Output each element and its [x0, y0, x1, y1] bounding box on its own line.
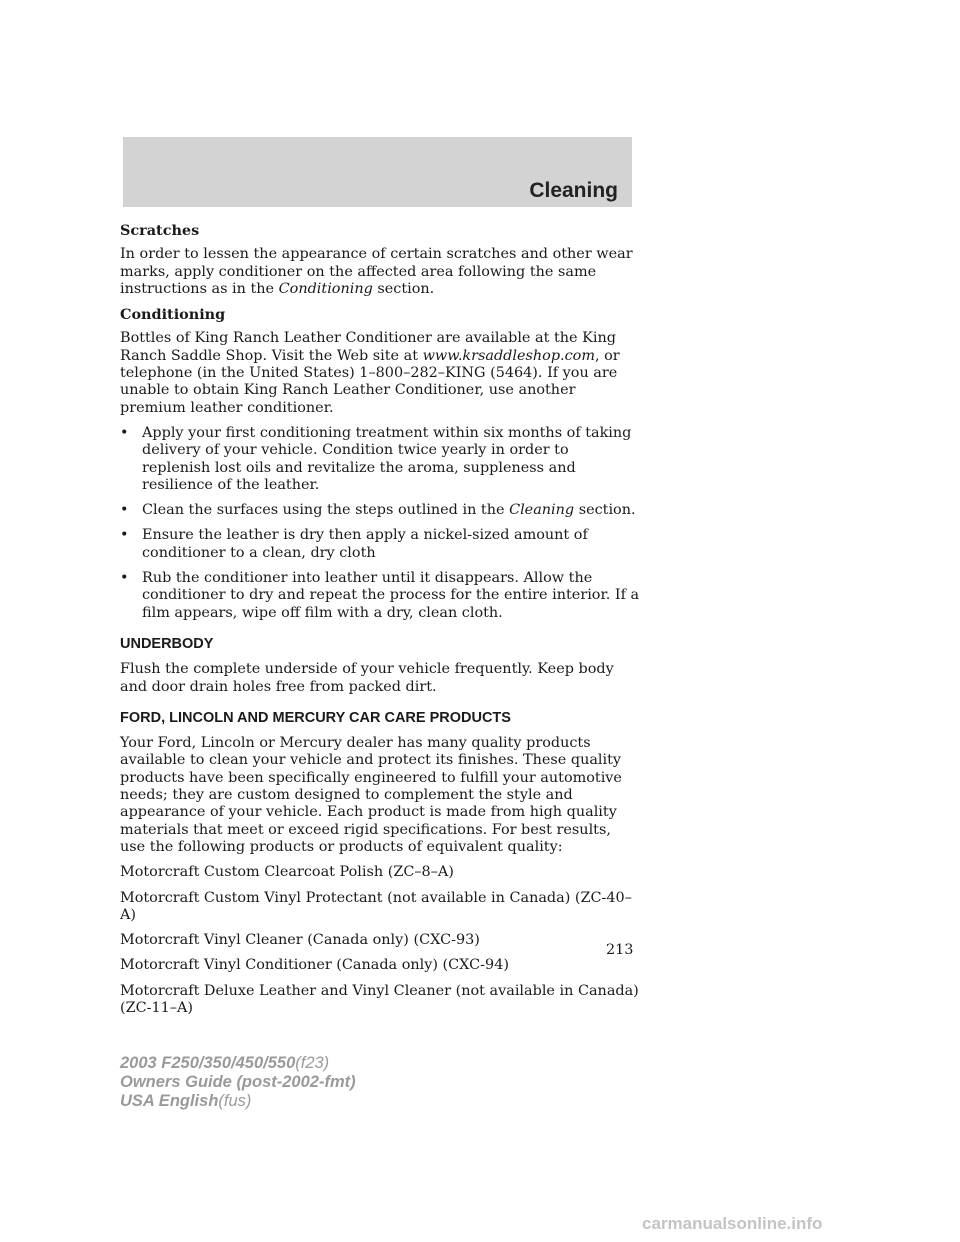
scratches-text-end: section. [372, 280, 435, 297]
conditioning-steps-list [120, 425, 640, 622]
conditioning-section-reference: Conditioning [278, 280, 373, 297]
conditioning-heading: Conditioning [120, 306, 226, 324]
footer-guide: Owners Guide (post-2002-fmt) [120, 1073, 356, 1091]
bullet-icon: • [120, 502, 129, 519]
footer-line-language [120, 1092, 356, 1111]
list-item [120, 527, 640, 562]
underbody-paragraph: Flush the complete underside of your vehicle frequently. Keep body and door drain holes free from packed dirt. [120, 661, 614, 695]
product-item: Motorcraft Custom Vinyl Protectant (not available in Canada) (ZC-40–A) [120, 889, 632, 923]
underbody-heading: UNDERBODY [120, 635, 214, 652]
car-care-products-heading: FORD, LINCOLN AND MERCURY CAR CARE PRODUCTS [120, 709, 511, 726]
list-item-text-end: section. [574, 502, 636, 519]
list-item-text: Ensure the leather is dry then apply a nickel-sized amount of conditioner to a clean, dry cloth [142, 527, 588, 561]
list-item [120, 502, 640, 519]
product-item: Motorcraft Deluxe Leather and Vinyl Cleaner (not available in Canada) (ZC-11–A) [120, 982, 639, 1016]
footer-language-code: (fus) [218, 1092, 252, 1110]
bullet-icon: • [120, 570, 129, 587]
list-item [120, 570, 640, 622]
site-watermark: carmanualsonline.info [642, 1214, 823, 1233]
section-header-band [123, 137, 632, 207]
list-item-text: Clean the surfaces using the steps outlined in the [142, 502, 510, 519]
footer-line-guide [120, 1073, 356, 1092]
footer-model: 2003 F250/350/450/550 [120, 1054, 296, 1072]
list-item-text: Rub the conditioner into leather until it disappears. Allow the conditioner to dry and repeat the process for the entire interior. If a film appears, wipe off film with a dry, clean cloth. [142, 570, 640, 621]
footer-model-code: (f23) [295, 1054, 330, 1072]
footer-language: USA English [120, 1092, 219, 1110]
list-item [120, 425, 640, 494]
document-footer [120, 1054, 356, 1111]
cleaning-section-reference: Cleaning [509, 502, 575, 519]
product-item: Motorcraft Custom Clearcoat Polish (ZC–8–A) [120, 864, 454, 881]
bullet-icon: • [120, 424, 129, 441]
section-title: Cleaning [529, 179, 618, 202]
car-care-products-intro: Your Ford, Lincoln or Mercury dealer has many quality products available to clean your vehicle and protect its finishes. These quality products have been specifically engineered to fulfill your automotive needs; they are custom designed to complement the style and appearance of your vehicle. Each product is made from high quality materials that meet or exceed rigid specifications. For best results, use the following products or products of equivalent quality: [120, 735, 622, 855]
footer-line-model [120, 1054, 356, 1073]
saddle-shop-url: www.krsaddleshop.com [422, 347, 595, 364]
list-item-text: Apply your first conditioning treatment within six months of taking delivery of your vehicle. Condition twice yearly in order to replenish lost oils and revitalize the aroma, suppleness and resilience of the leather. [142, 424, 632, 493]
scratches-paragraph [120, 246, 640, 298]
conditioning-text-end: , or telephone (in the United States) 1–800–282–KING (5464). If you are unable to obtain King Ranch Leather Conditioner, use another premium leather conditioner. [120, 347, 620, 416]
page-number: 213 [606, 942, 634, 958]
scratches-text: In order to lessen the appearance of certain scratches and other wear marks, apply conditioner on the affected area following the same instructions as in the [120, 246, 633, 297]
scratches-heading: Scratches [120, 222, 200, 239]
conditioning-text: Bottles of King Ranch Leather Conditioner are available at the King Ranch Saddle Shop. Visit the Web site at [120, 330, 616, 364]
bullet-icon: • [120, 527, 129, 544]
page-content [120, 222, 640, 1025]
product-item: Motorcraft Vinyl Cleaner (Canada only) (CXC-93) [120, 932, 480, 949]
conditioning-paragraph [120, 330, 640, 416]
product-item: Motorcraft Vinyl Conditioner (Canada only) (CXC-94) [120, 957, 509, 974]
